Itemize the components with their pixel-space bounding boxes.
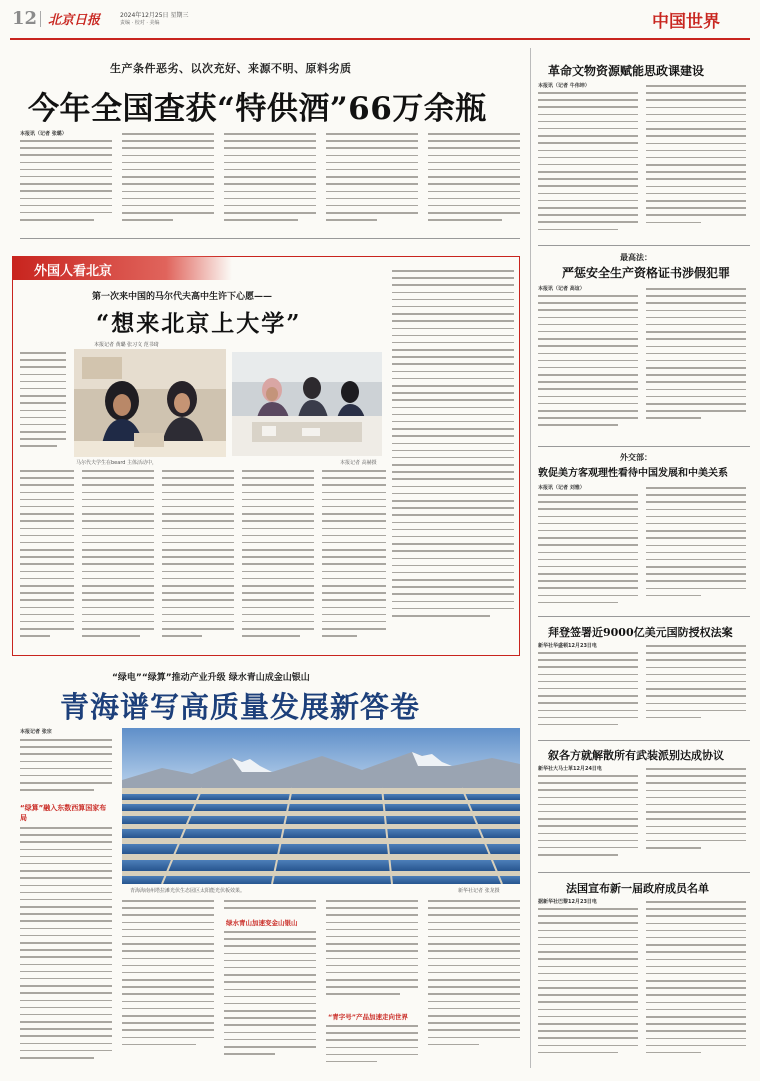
masthead-rule	[10, 38, 750, 40]
body-text	[20, 827, 112, 1077]
right-story-6-col-2	[646, 901, 746, 1067]
feature-column-1	[20, 352, 66, 462]
right-story-2-byline: 本报讯（记者 高谊）	[538, 286, 585, 292]
feature-headline: “想来北京上大学”	[96, 310, 302, 337]
newspaper-logo: 北京日报	[48, 13, 101, 28]
page-number-divider	[40, 11, 41, 27]
body-text	[538, 775, 638, 863]
section-title: 中国世界	[652, 12, 720, 32]
right-story-3-title: 敦促美方客观理性看待中国发展和中美关系	[538, 468, 728, 479]
feature-lower-column-1	[20, 470, 74, 650]
body-text	[326, 1025, 418, 1071]
divider	[538, 616, 750, 617]
right-story-4-byline: 新华社华盛顿12月23日电	[538, 643, 597, 649]
qinghai-photo-caption: 青海海南州塔拉滩光伏生态园区太阳能光伏板效果。	[130, 888, 246, 894]
right-story-1-col-2	[646, 85, 746, 237]
qinghai-headline: 青海谱写高质量发展新答卷	[60, 690, 421, 724]
right-story-3-kicker: 外交部：	[620, 453, 652, 462]
divider	[20, 238, 520, 239]
qinghai-photo-credit: 新华社记者 张龙摄	[458, 888, 500, 894]
lead-column-2	[122, 133, 214, 228]
right-story-2-kicker: 最高法：	[620, 253, 652, 262]
right-story-3-col-1	[538, 484, 638, 612]
feature-lower-column-5	[322, 470, 386, 650]
masthead	[0, 0, 760, 40]
right-story-3-byline: 本报讯（记者 刘雅）	[538, 485, 585, 491]
body-text	[20, 739, 112, 799]
feature-lower-column-3	[162, 470, 234, 650]
qinghai-column-1	[20, 728, 112, 1068]
feature-banner	[12, 256, 232, 280]
right-story-5-title: 叙各方就解散所有武装派别达成协议	[548, 749, 724, 762]
right-story-1-title: 革命文物资源赋能思政课建设	[548, 64, 705, 78]
qinghai-subhead-2: 绿水青山加速变金山银山	[226, 919, 298, 927]
qinghai-column-3	[224, 900, 316, 1068]
right-story-1-col-1	[538, 82, 638, 240]
feature-photo-2-credit: 本报记者 高赫摄	[340, 460, 377, 466]
editor-credits: 责编 · 校对 · 美编	[120, 20, 160, 26]
right-story-6-byline: 据新华社巴黎12月23日电	[538, 899, 597, 905]
right-story-2-title: 严惩安全生产资格证书涉假犯罪	[562, 266, 731, 280]
feature-lower-column-2	[82, 470, 154, 650]
right-story-1-byline: 本报讯（记者 牛伟坤）	[538, 83, 590, 89]
qinghai-subhead-1: “绿算”融入东数西算国家布局	[20, 804, 107, 822]
qinghai-subhead-3: “青字号”产品加速走向世界	[328, 1013, 409, 1021]
lead-column-3	[224, 133, 316, 228]
divider	[538, 245, 750, 246]
qinghai-kicker: “绿电”“绿算”推动产业升级 绿水青山成金山银山	[112, 673, 310, 683]
right-story-2-col-2	[646, 288, 746, 436]
qinghai-column-2	[122, 900, 214, 1068]
feature-photo-classroom	[232, 352, 382, 456]
body-text	[326, 900, 418, 1012]
body-text	[20, 140, 112, 228]
right-story-5-col-2	[646, 768, 746, 864]
divider	[538, 872, 750, 873]
divider	[538, 446, 750, 447]
page-number: 12	[12, 8, 38, 29]
body-text	[538, 908, 638, 1068]
right-story-6-col-1	[538, 898, 638, 1068]
right-story-2-col-1	[538, 285, 638, 437]
lead-column-5	[428, 133, 520, 228]
right-story-4-title: 拜登签署近9000亿美元国防授权法案	[548, 626, 733, 639]
feature-byline: 本报记者 黄璐 张习文 范书琦	[94, 342, 159, 348]
lead-kicker: 生产条件恶劣、以次充好、来源不明、原料劣质	[110, 62, 352, 75]
qinghai-solar-photo	[122, 728, 520, 884]
qinghai-column-5	[428, 900, 520, 1068]
body-text	[538, 295, 638, 435]
feature-lower-column-4	[242, 470, 314, 650]
right-story-4-col-2	[646, 645, 746, 733]
lead-byline: 本报讯（记者 张璐）	[20, 131, 67, 137]
feature-photo-1-caption: 马尔代夫学生在beard 主体活动中，	[76, 460, 158, 466]
feature-banner-label: 外国人看北京	[34, 264, 113, 279]
divider	[538, 740, 750, 741]
right-story-5-byline: 新华社大马士革12月24日电	[538, 766, 602, 772]
body-text	[224, 931, 316, 1071]
feature-photo-students	[74, 349, 226, 457]
body-text	[538, 494, 638, 610]
qinghai-byline: 本报记者 张宗	[20, 729, 52, 735]
feature-kicker: 第一次来中国的马尔代夫高中生许下心愿——	[92, 292, 273, 302]
lead-headline: 今年全国查获“特供酒”66万余瓶	[28, 91, 487, 127]
lead-column-1	[20, 130, 112, 230]
right-story-4-col-1	[538, 642, 638, 734]
qinghai-column-4	[326, 900, 418, 1068]
body-text	[538, 92, 638, 240]
lead-column-4	[326, 133, 418, 228]
column-divider	[530, 48, 531, 1068]
issue-date: 2024年12月25日 星期三	[120, 12, 189, 19]
right-story-3-col-2	[646, 487, 746, 611]
body-text	[224, 900, 316, 916]
right-story-6-title: 法国宣布新一届政府成员名单	[566, 882, 709, 895]
body-text	[538, 652, 638, 732]
right-story-5-col-1	[538, 765, 638, 865]
feature-column-right	[392, 270, 514, 650]
